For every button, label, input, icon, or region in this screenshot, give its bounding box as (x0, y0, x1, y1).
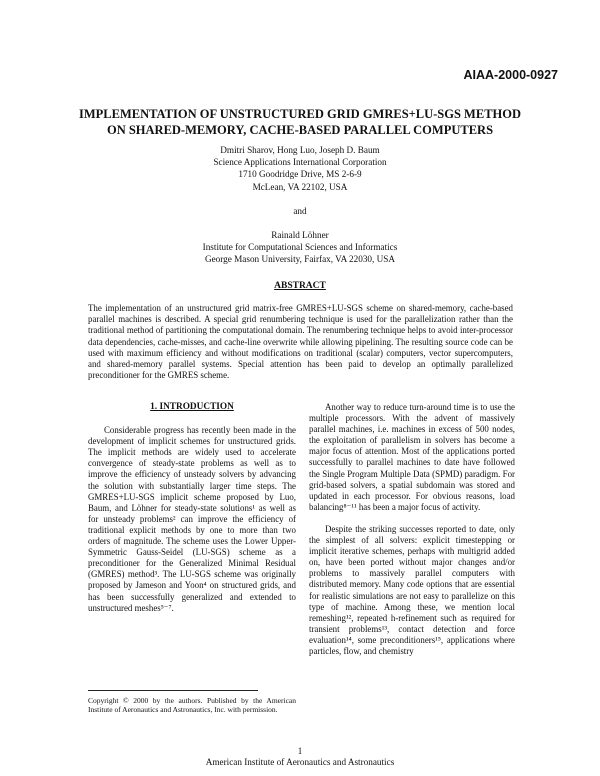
left-column (88, 402, 296, 614)
author-organization: Science Applications International Corporation (213, 157, 387, 168)
page-number: 1 (297, 746, 303, 756)
abstract-text: The implementation of an unstructured grid matrix-free GMRES+LU-SGS scheme on shared-memory, cache-based parallel machines is described. A special grid renumbering technique is used for the parallelization rather than the traditional method of partitioning the computational domain. The renumbering technique helps to avoid inter-processor data dependencies, cache-misses, and cache-line overwrite while allowing pipelining. The resulting source code can be used with maximum efficiency and without modifications on traditional (scalar) computers, vector supercomputers, and shared-memory parallel systems. Special attention has been paid to develop an optimally parallelized preconditioner for the GMRES scheme. (88, 303, 513, 381)
title-line-2: ON SHARED-MEMORY, CACHE-BASED PARALLEL COMPUTERS (106, 123, 494, 137)
intro-paragraph-1: Considerable progress has recently been made in the development of implicit schemes for unstructured grids. The implicit methods are widely used to accelerate convergence of steady-state problems as well as to improve the efficiency of unsteady solvers by advancing the solution with substantially larger time steps. The GMRES+LU-SGS implicit scheme proposed by Luo, Baum, and Löhner for steady-state solutions¹ as well as for unsteady problems² can improve the efficiency of traditional explicit methods by one to more than two orders of magnitude. The scheme uses the Lower Upper-Symmetric Gauss-Seidel (LU-SGS) scheme as a preconditioner for the Generalized Minimal Residual (GMRES) method³. The LU-SGS scheme was originally proposed by Jameson and Yoon⁴ on structured grids, and has been successfully generalized and extended to unstructured meshes⁵⁻⁷. (88, 425, 296, 613)
author-address-line-1: 1710 Goodridge Drive, MS 2-6-9 (238, 169, 362, 180)
abstract-heading: ABSTRACT (274, 281, 326, 291)
page-footer: American Institute of Aeronautics and Astronautics (205, 757, 395, 767)
footnote-divider (88, 690, 258, 691)
intro-paragraph-2: Another way to reduce turn-around time is to use the multiple processors. With the advent of massively parallel machines, i.e. machines in excess of 500 nodes, the exploitation of parallelism in solvers has become a major focus of attention. Most of the applications ported successfully to parallel machines to date have followed the Single Program Multiple Data (SPMD) paradigm. For grid-based solvers, a spatial subdomain was stored and updated in each processor. For obvious reasons, load balancing⁸⁻¹¹ has been a major focus of activity. (309, 402, 515, 512)
author-conjunction: and (293, 206, 307, 216)
intro-paragraph-3: Despite the striking successes reported to date, only the simplest of all solvers: explicit timestepping or implicit iterative schemes, perhaps with multigrid added on, have been ported without major changes and/or problems to massively parallel computers with distributed memory. Many code options that are essential for realistic simulations are not easy to parallelize on this type of machine. Among these, we mention local remeshing¹², repeated h-refinement such as required for transient problems¹³, contact detection and force evaluation¹⁴, some preconditioners¹⁵, applications where particles, flow, and chemistry (309, 523, 515, 656)
section-heading-introduction: 1. INTRODUCTION (150, 402, 234, 412)
author-name-2: Rainald Löhner (271, 230, 329, 240)
author-institute: Institute for Computational Sciences and Informatics (202, 242, 398, 253)
author-address-line-2: McLean, VA 22102, USA (252, 181, 348, 192)
copyright-footnote: Copyright © 2000 by the authors. Published by the American Institute of Aeronautics and Astronautics, Inc. with permission. (88, 696, 296, 715)
author-block-1 (0, 144, 600, 193)
author-block-2 (0, 229, 600, 266)
paper-title (0, 106, 600, 138)
report-id: AIAA-2000-0927 (463, 68, 558, 82)
title-line-1: IMPLEMENTATION OF UNSTRUCTURED GRID GMRES+LU-SGS METHOD (79, 107, 521, 121)
author-university: George Mason University, Fairfax, VA 22030, USA (204, 254, 396, 265)
author-names: Dmitri Sharov, Hong Luo, Joseph D. Baum (220, 145, 380, 155)
right-column (309, 402, 515, 657)
